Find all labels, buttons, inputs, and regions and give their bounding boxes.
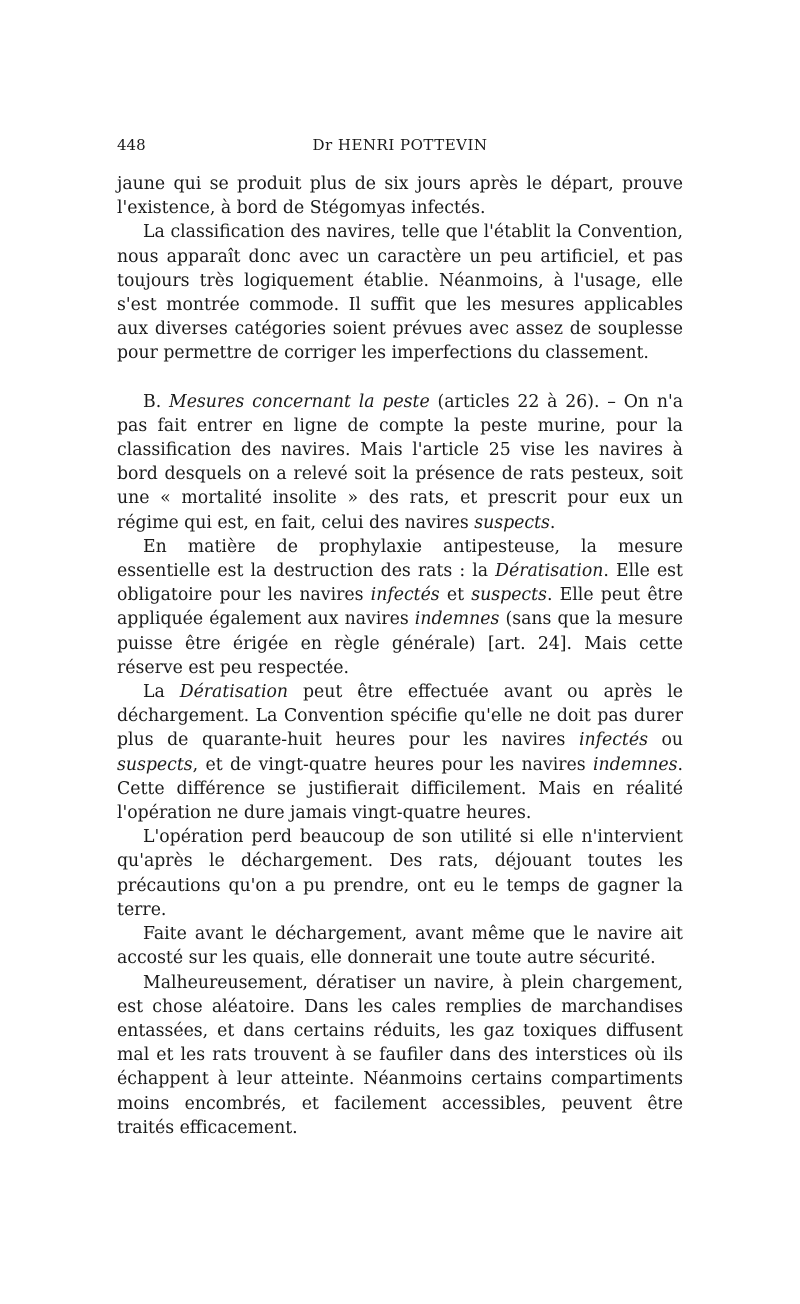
italic-term: infectés (578, 730, 648, 751)
paragraph-1: jaune qui se produit plus de six jours après le départ, prouve l'existence, à bord de Stégomyas infectés. (117, 174, 683, 219)
paragraph-text: La (143, 682, 180, 703)
paragraph-8: Malheureusement, dératiser un navire, à plein chargement, est chose aléatoire. Dans les cales remplies de marchandises entassées, et dans certains réduits, les gaz toxiques diffusent mal et les rats trouvent à se faufiler dans des interstices où ils échappent à leur atteinte. Néanmoins certains compartiments moins encombrés, et facilement accessibles, peuvent être traités efficacement. (117, 972, 683, 1138)
paragraph-4 (117, 535, 683, 680)
italic-term: Dératisation (495, 561, 604, 582)
paragraph-text: et (439, 585, 472, 606)
page-header (117, 136, 683, 162)
paragraph-text: En matière de prophylaxie antipesteuse, la mesure essentielle est la destruction des rats : la (117, 536, 683, 582)
italic-term: infectés (370, 585, 440, 606)
paragraph-text: . (549, 512, 556, 533)
paragraph-text: (articles 22 à 26). – On n'a pas fait entrer en ligne de compte la peste murine, pour la classification des navires. Mais l'article 25 vise les navires à bord desquels on a relevé soit la présence de rats pesteux, soit une « mortalité insolite » des rats, et prescrit pour eux un régime qui est, en fait, celui des navires (117, 391, 684, 533)
italic-term: suspects (474, 512, 550, 533)
paragraph-6: L'opération perd beaucoup de son utilité si elle n'intervient qu'après le déchargement. Des rats, déjouant toutes les précautions qu'on a pu prendre, ont eu le temps de gagner la terre. (117, 827, 683, 920)
paragraph-3-plague-measures (117, 390, 683, 535)
paragraph-text: . Cette différence se justifierait difficilement. Mais en réalité l'opération ne dure jamais vingt-quatre heures. (117, 754, 683, 824)
paragraph-text: ou (647, 730, 684, 751)
paragraph-5 (117, 680, 683, 825)
paragraph-text: (sans que la mesure puisse être érigée en règle générale) [art. 24]. Mais cette réserve est peu respectée. (117, 609, 683, 678)
paragraph-text: , et de vingt-quatre heures pour les navires (192, 754, 593, 775)
italic-term: indemnes (414, 609, 500, 630)
paragraph-text: . Elle peut être appliquée également aux navires (117, 585, 683, 630)
paragraph-text: . Elle est obligatoire pour les navires (117, 561, 683, 606)
paragraph-7: Faite avant le déchargement, avant même que le navire ait accosté sur les quais, elle donnerait une toute autre sécurité. (117, 924, 683, 969)
section-heading: Mesures concernant la peste (169, 391, 430, 412)
italic-term: suspects (471, 585, 547, 606)
italic-term: indemnes (592, 754, 678, 775)
italic-term: Dératisation (179, 682, 289, 703)
paragraph-2: La classification des navires, telle que l'établit la Convention, nous apparaît donc avec un caractère un peu artificiel, et pas toujours très logiquement établie. Néanmoins, à l'usage, elle s'est montrée commode. Il suffit que les mesures applicables aux diverses catégories soient prévues avec assez de souplesse pour permettre de corriger les imperfections du classement. (117, 222, 683, 364)
body-text (117, 172, 683, 1140)
page-number: 448 (117, 136, 146, 154)
running-title: Dr HENRI POTTEVIN (312, 136, 488, 154)
italic-term: suspects (117, 754, 193, 775)
paragraph-text: peut être effectuée avant ou après le déchargement. La Convention spécifie qu'elle ne doit pas durer plus de quarante-huit heures pour les navires (117, 682, 683, 751)
section-letter: B. (143, 391, 169, 412)
